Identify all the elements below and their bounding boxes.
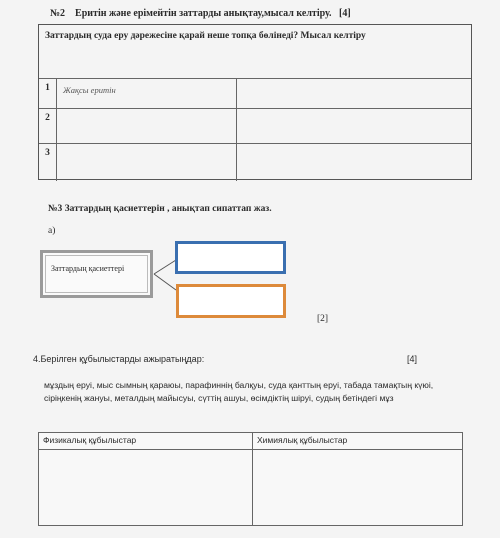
row-number: 2 (39, 109, 57, 144)
table-header: Заттардың суда еру дәрежесіне қарай неше топқа бөлінеді? Мысал келтіру (45, 31, 366, 41)
table-row (39, 78, 471, 109)
table-row (39, 108, 471, 144)
row-number: 3 (39, 144, 57, 181)
properties-label: Заттардың қасиеттері (45, 255, 148, 293)
chemical-answer-cell[interactable] (253, 450, 463, 526)
phenomena-table (38, 432, 463, 526)
task2-heading: №2 Еритін және ерімейтін заттарды анықтау,мысал келтіру. [4] (50, 8, 351, 19)
solubility-table (38, 24, 472, 180)
table-row (39, 143, 471, 181)
task3-marks: [2] (317, 314, 329, 324)
task4-heading: 4.Берілген құбылыстарды ажыратыңдар: (33, 354, 205, 364)
properties-box (40, 250, 153, 298)
column-chemical: Химиялық құбылыстар (257, 435, 348, 445)
task3-subitem: а) (48, 226, 56, 236)
row-number: 1 (39, 79, 57, 109)
row-example[interactable] (57, 109, 237, 144)
task4-marks: [4] (407, 354, 418, 364)
row-example[interactable] (57, 144, 237, 181)
answer-box-blue[interactable] (175, 241, 286, 274)
phenomena-list: мұздың еруі, мыс сымның қараюы, парафиннің балқуы, суда қанттың еруі, табада тамақтың күюі, сіріңкенің жануы, металдың майысуы, сүттің ашуы, өсімдіктің шіруі, судың бетіндегі мұз (44, 380, 434, 403)
task3-heading: №3 Заттардың қасиеттерін , анықтап сипаттап жаз. (48, 204, 272, 214)
physical-answer-cell[interactable] (39, 450, 251, 526)
column-physical: Физикалық құбылыстар (43, 435, 137, 445)
row-example[interactable]: Жақсы еритін (57, 79, 237, 109)
answer-box-orange[interactable] (176, 284, 286, 318)
